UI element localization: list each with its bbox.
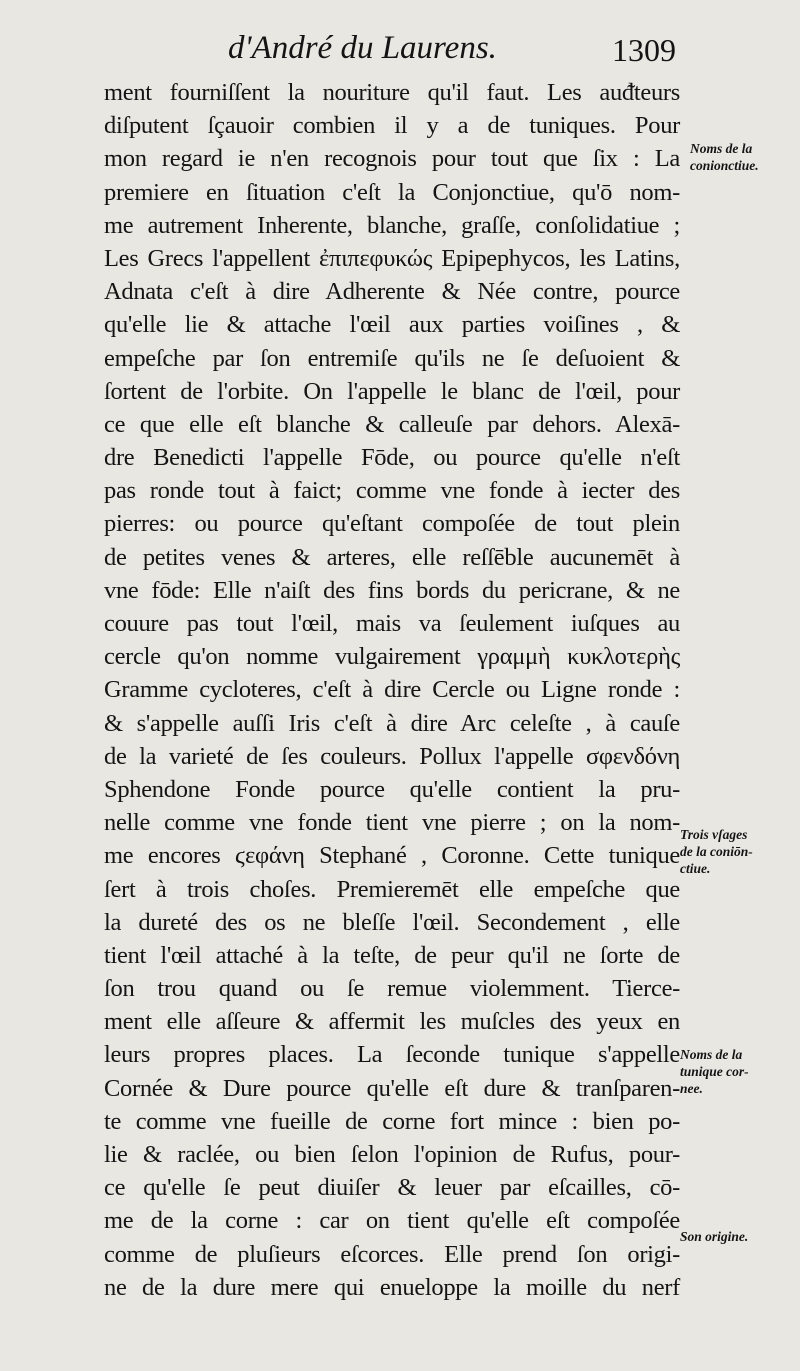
text-line: ſon trou quand ou ſe remue violemment. Tierce- xyxy=(104,975,680,1003)
page-number: 1309 xyxy=(612,32,676,68)
margin-note: Son origine. xyxy=(680,1229,749,1244)
text-line: couure pas tout l'œil, mais va ſeulement iuſques au xyxy=(104,610,680,637)
running-title: d'André du Laurens. xyxy=(228,30,497,66)
text-line: ſert à trois choſes. Premieremēt elle empeſche que xyxy=(104,875,680,903)
text-line: Les Grecs l'appellent ἐπιπεφυκώς Epipephycos, les Latins, xyxy=(104,244,680,272)
margin-note: Trois vſages de la coniōn- ctiue. xyxy=(680,827,753,876)
text-line: la dureté des os ne bleſſe l'œil. Secondement , elle xyxy=(104,908,680,936)
text-line: ment fourniſſent la nouriture qu'il faut. Les auᵭteurs xyxy=(104,79,680,106)
text-line: cercle qu'on nomme vulgairement γραμμὴ κυκλοτερὴς xyxy=(104,643,680,671)
text-line: ne de la dure mere qui enueloppe la moille du nerf xyxy=(104,1273,680,1301)
text-line: me autrement Inherente, blanche, graſſe, conſolidatiue ; xyxy=(104,211,680,239)
text-line: tient l'œil attaché à la teſte, de peur qu'il ne ſorte de xyxy=(104,941,680,969)
text-line: vne fōde: Elle n'aiſt des fins bords du pericrane, & ne xyxy=(104,576,680,604)
text-line: pierres: ou pource qu'eſtant compoſée de tout plein xyxy=(104,510,680,538)
text-line: ſortent de l'orbite. On l'appelle le blanc de l'œil, pour xyxy=(104,377,680,405)
body-text xyxy=(104,76,680,1304)
text-line: ce que elle eſt blanche & calleuſe par dehors. Alexā- xyxy=(104,410,680,438)
text-line: pas ronde tout à faict; comme vne fonde à iecter des xyxy=(104,477,680,505)
text-line: Adnata c'eſt à dire Adherente & Née contre, pource xyxy=(104,278,680,306)
text-line: qu'elle lie & attache l'œil aux parties voiſines , & xyxy=(104,311,680,339)
text-line: ce qu'elle ſe peut diuiſer & leuer par eſcailles, cō- xyxy=(104,1174,680,1202)
text-line: de petites venes & arteres, elle reſſēble aucunemēt à xyxy=(104,543,680,571)
text-line: empeſche par ſon entremiſe qu'ils ne ſe deſuoient & xyxy=(104,344,680,372)
margin-note: Noms de la tunique cor- nee. xyxy=(680,1047,749,1096)
text-line: me encores ϛεφάνη Stephané , Coronne. Cette tunique xyxy=(104,842,680,870)
text-line: Gramme cycloteres, c'eſt à dire Cercle ou Ligne ronde : xyxy=(104,676,680,704)
text-line: premiere en ſituation c'eſt la Conjonctiue, qu'ō nom- xyxy=(104,178,680,206)
text-line: de la varieté de ſes couleurs. Pollux l'appelle σφενδόνη xyxy=(104,742,680,770)
text-line: lie & raclée, ou bien ſelon l'opinion de Rufus, pour- xyxy=(104,1141,680,1168)
text-line: nelle comme vne fonde tient vne pierre ; on la nom- xyxy=(104,809,680,837)
text-line: ment elle aſſeure & affermit les muſcles des yeux en xyxy=(104,1008,680,1036)
text-line: & s'appelle auſſi Iris c'eſt à dire Arc celeſte , à cauſe xyxy=(104,709,680,737)
text-line: te comme vne fueille de corne fort mince : bien po- xyxy=(104,1107,680,1135)
text-line: Cornée & Dure pource qu'elle eſt dure & tranſparen- xyxy=(104,1074,680,1102)
text-line: diſputent ſçauoir combien il y a de tuniques. Pour xyxy=(104,112,680,140)
text-line: comme de pluſieurs eſcorces. Elle prend ſon origi- xyxy=(104,1240,680,1268)
text-line: mon regard ie n'en recognois pour tout que ſix : La xyxy=(104,145,680,173)
margin-note: Noms de la conionctiue. xyxy=(690,141,759,173)
text-line: leurs propres places. La ſeconde tunique s'appelle xyxy=(104,1041,680,1069)
margin-notes xyxy=(680,0,800,1371)
text-line: dre Benedicti l'appelle Fōde, ou pource qu'elle n'eſt xyxy=(104,444,680,472)
text-line: Sphendone Fonde pource qu'elle contient la pru- xyxy=(104,775,680,803)
text-line: me de la corne : car on tient qu'elle eſt compoſée xyxy=(104,1207,680,1235)
